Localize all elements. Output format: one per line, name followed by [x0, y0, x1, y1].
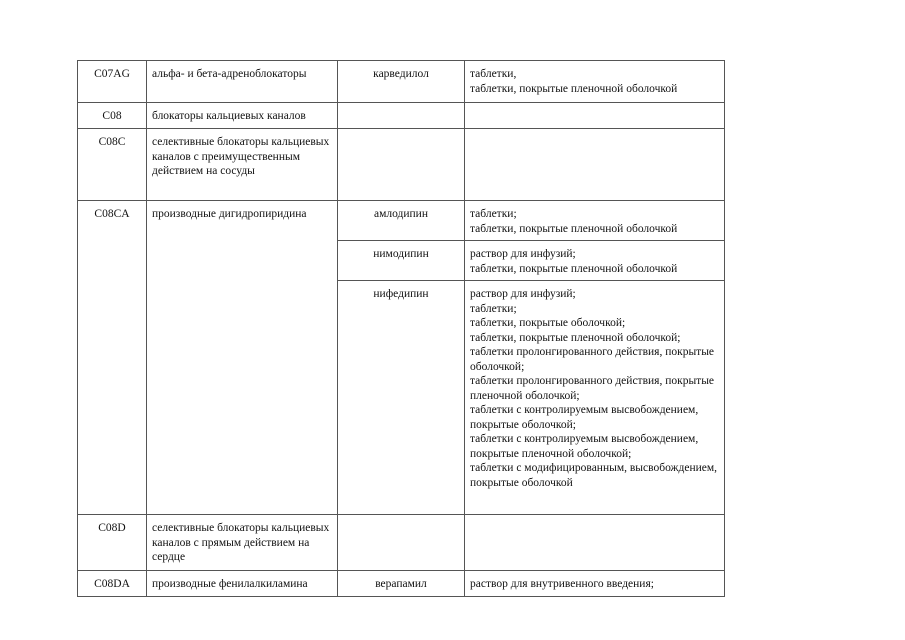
drug-name: нифедипин [338, 281, 465, 515]
atc-code: C08D [78, 515, 147, 571]
table-row [78, 129, 725, 201]
dosage-forms [465, 571, 725, 597]
dosage-forms [465, 281, 725, 515]
dosage-form: таблетки пролонгированного действия, покрытые пленочной оболочкой; [470, 375, 715, 402]
drug-name: амлодипин [338, 201, 465, 241]
dosage-forms [465, 61, 725, 103]
drug-name: верапамил [338, 571, 465, 597]
dosage-form: таблетки пролонгированного действия, покрытые оболочкой; [470, 346, 715, 373]
atc-code: C07AG [78, 61, 147, 103]
drug-name [338, 129, 465, 201]
dosage-form: таблетки, покрытые пленочной оболочкой [470, 262, 678, 275]
dosage-forms [465, 201, 725, 241]
atc-code: C08DA [78, 571, 147, 597]
dosage-form: таблетки с модифицированным, высвобождением, покрытые оболочкой [470, 462, 718, 489]
group-name: блокаторы кальциевых каналов [147, 103, 338, 129]
dosage-forms [465, 129, 725, 201]
table-row [78, 571, 725, 597]
dosage-form: таблетки с контролируемым высвобождением, покрытые пленочной оболочкой; [470, 433, 699, 460]
group-name: производные фенилалкиламина [147, 571, 338, 597]
atc-code: C08 [78, 103, 147, 129]
dosage-form: таблетки; [470, 208, 517, 220]
table-row [78, 103, 725, 129]
dosage-forms [465, 515, 725, 571]
table-row [78, 61, 725, 103]
dosage-form: таблетки, покрытые оболочкой; [470, 317, 626, 329]
dosage-form: раствор для внутривенного введения; [470, 578, 654, 590]
atc-code: C08CA [78, 201, 147, 515]
dosage-form: таблетки, [470, 68, 517, 80]
dosage-form: раствор для инфузий; [470, 248, 576, 260]
group-name: селективные блокаторы кальциевых каналов с преимущественным действием на сосуды [147, 129, 338, 201]
dosage-form: таблетки, покрытые пленочной оболочкой; [470, 331, 681, 344]
dosage-form: раствор для инфузий; [470, 288, 576, 300]
dosage-forms [465, 241, 725, 281]
dosage-forms [465, 103, 725, 129]
dosage-form: таблетки с контролируемым высвобождением, покрытые оболочкой; [470, 404, 699, 431]
atc-code: C08C [78, 129, 147, 201]
drug-name: карведилол [338, 61, 465, 103]
table-row [78, 515, 725, 571]
dosage-form: таблетки; [470, 302, 517, 315]
atc-drug-table [77, 60, 725, 597]
dosage-form: таблетки, покрытые пленочной оболочкой [470, 222, 678, 235]
group-name: селективные блокаторы кальциевых каналов с прямым действием на сердце [147, 515, 338, 571]
drug-name: нимодипин [338, 241, 465, 281]
table-row [78, 201, 725, 241]
group-name: альфа- и бета-адреноблокаторы [147, 61, 338, 103]
drug-name [338, 103, 465, 129]
group-name: производные дигидропиридина [147, 201, 338, 515]
dosage-form: таблетки, покрытые пленочной оболочкой [470, 82, 678, 95]
drug-name [338, 515, 465, 571]
